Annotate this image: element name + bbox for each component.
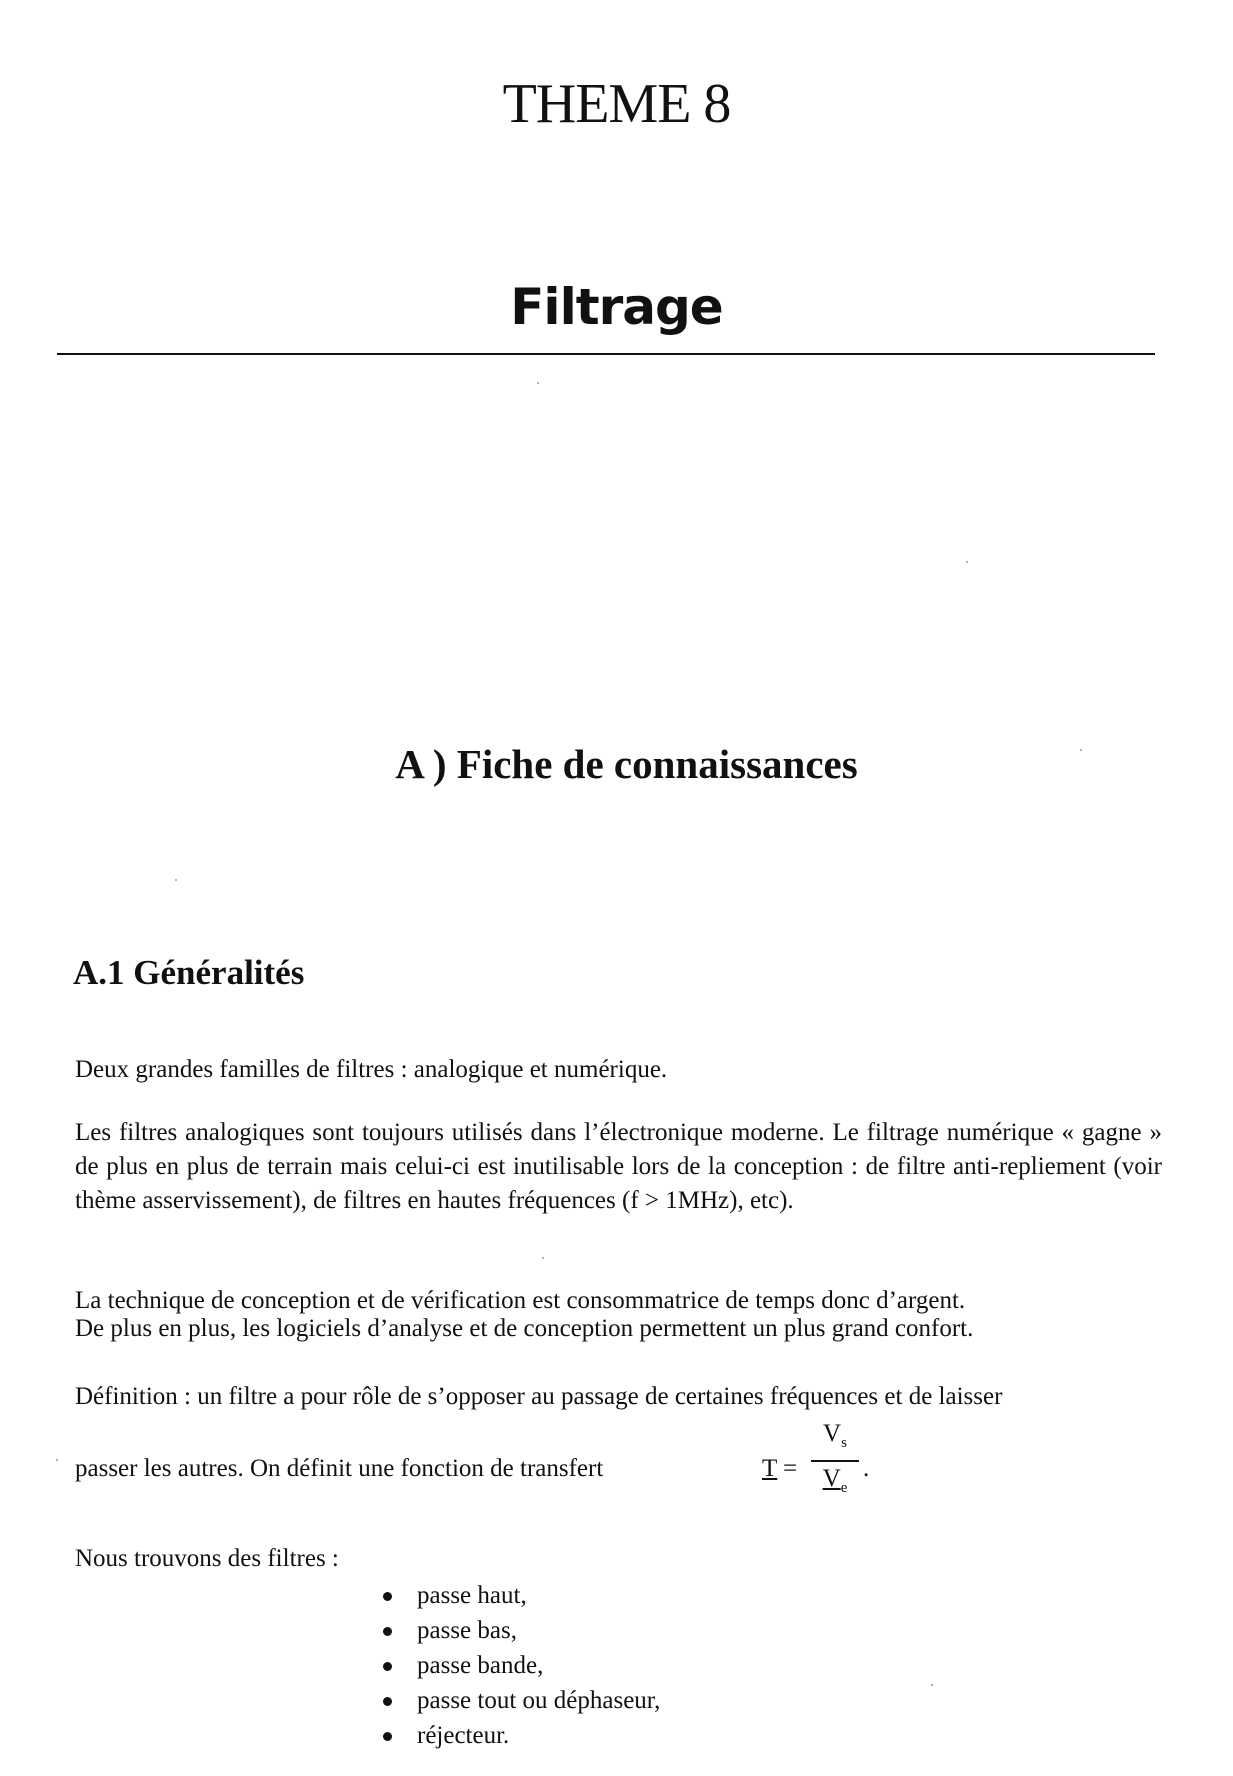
title-divider (57, 353, 1155, 355)
paragraph-analog-vs-digital: Les filtres analogiques sont toujours utilisés dans l’électronique moderne. Le filtrage numérique « gagne » de plus en plus de terrain mais celui-ci est inutilisable lors de la conception : de filtre anti-repliement (voir thème asservissement), de filtres en hautes fréquences (f > 1MHz), etc). (75, 1119, 1162, 1214)
paragraph-filter-list-intro: Nous trouvons des filtres : (75, 1545, 339, 1572)
paragraph-definition: Définition : un filtre a pour rôle de s’opposer au passage de certaines fréquences et de laisser (75, 1383, 1003, 1410)
formula-equals: = (783, 1455, 798, 1482)
scan-speck (931, 1684, 933, 1686)
paragraph-transfer-function (75, 1420, 1162, 1498)
transfer-function-text: passer les autres. On définit une fonction de transfert (75, 1455, 604, 1482)
subsection-title: A.1 Généralités (73, 953, 305, 992)
paragraph-software: De plus en plus, les logiciels d’analyse et de conception permettent un plus grand confort. (75, 1315, 974, 1342)
formula-denominator-sub: e (840, 1480, 848, 1496)
chapter-title: Filtrage (510, 278, 723, 336)
formula-numerator-sub: s (841, 1435, 847, 1451)
list-item: réjecteur. (380, 1718, 660, 1753)
theme-title: THEME 8 (502, 73, 731, 135)
scan-speck (537, 382, 539, 384)
scan-speck (542, 1257, 544, 1259)
paragraph-families: Deux grandes familles de filtres : analogique et numérique. (75, 1056, 668, 1083)
formula-numerator: $V_s$ (823, 1420, 847, 1451)
filter-types-list (380, 1578, 660, 1753)
paragraph-design-cost: La technique de conception et de vérification est consommatrice de temps donc d’argent. (75, 1287, 966, 1314)
scan-speck (966, 561, 968, 563)
list-item: passe haut, (380, 1578, 660, 1613)
list-item: passe tout ou déphaseur, (380, 1683, 660, 1718)
formula-denominator: $V_e$ (822, 1465, 848, 1496)
scan-speck (175, 879, 177, 881)
formula-symbol: T (762, 1455, 778, 1482)
section-title: A ) Fiche de connaissances (395, 741, 858, 787)
list-item: passe bas, (380, 1613, 660, 1648)
scan-speck (1080, 749, 1082, 751)
list-item: passe bande, (380, 1648, 660, 1683)
formula-fraction (811, 1420, 859, 1502)
formula-end: . (863, 1455, 870, 1482)
transfer-function-formula (687, 1420, 887, 1498)
scan-speck (56, 1459, 58, 1461)
fraction-bar (811, 1460, 859, 1462)
